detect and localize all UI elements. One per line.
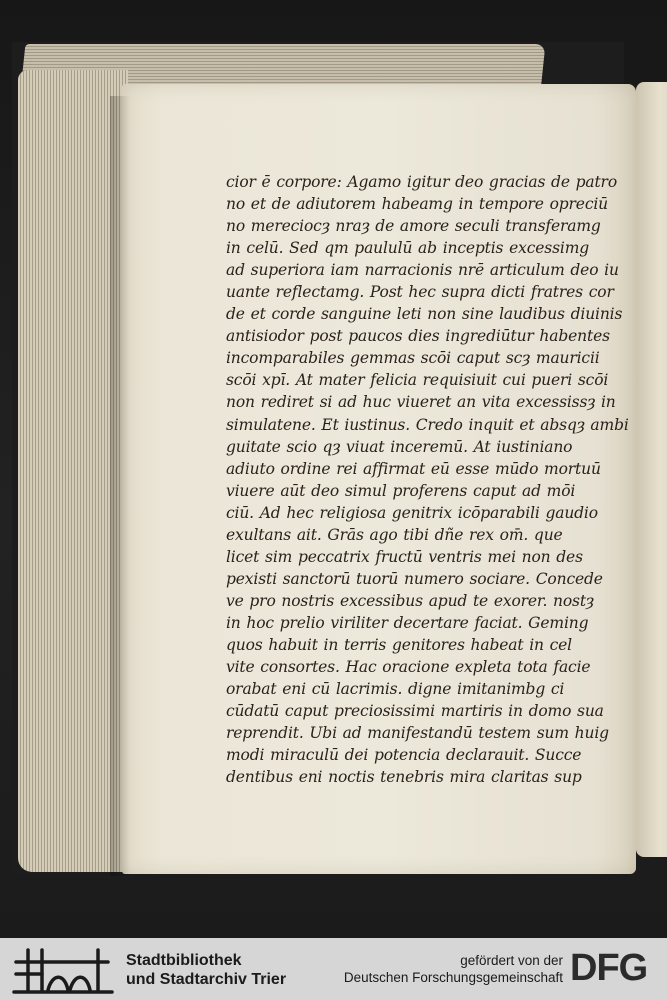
text-line: de et corde sanguine leti non sine laudibus diuinis [226,305,623,324]
text-line: ad superiora iam narracionis nrē articulum deo iu [226,261,619,280]
institution-line-1: Stadtbibliothek [126,952,242,969]
text-line: dentibus eni noctis tenebris mira claritas sup [226,768,582,787]
text-line: orabat eni cū lacrimis. digne imitanimbg ci [226,680,565,699]
library-logo-icon [12,946,116,994]
text-line: vite consortes. Hac oracione expleta tota facie [226,658,591,677]
funding-note [344,952,563,986]
footer-bar [0,938,667,1000]
text-line: exultans ait. Grās ago tibi dñe rex om̄. que [226,525,563,544]
text-line: quos habuit in terris genitores habeat in cel [226,635,572,654]
text-line: licet sim peccatrix fructū ventris mei non des [226,547,583,566]
manuscript-page [122,84,636,874]
text-line: in celū. Sed qm paululū ab inceptis excessimg [226,239,590,258]
text-line: scōi xpī. At mater felicia requisiuit cui pueri scōi [226,371,609,390]
text-line: guitate scio qȝ viuat inceremū. At iustiniano [226,437,573,456]
text-line: cior ē corpore: Agamo igitur deo gracias de patro [226,173,618,191]
text-line: no mereciocȝ nraȝ de amore seculi transferamg [226,217,601,236]
text-line: incomparabiles gemmas scōi caput scȝ mauricii [226,349,600,368]
text-line: antisiodor post paucos dies ingrediūtur habentes [226,327,610,346]
facing-page-edge [636,82,667,857]
text-line: uante reflectamg. Post hec supra dicti fratres cor [226,283,614,302]
text-line: non rediret si ad huc viueret an vita excessissȝ in [226,393,616,412]
text-line: ciū. Ad hec religiosa genitrix icōparabili gaudio [226,503,598,522]
gutter-shadow [110,96,130,876]
text-line: viuere aūt deo simul proferens caput ad mōi [226,481,576,500]
dfg-logo: DFG [570,947,648,989]
text-line: in hoc prelio viriliter decertare faciat. Geming [226,613,589,632]
text-line: ve pro nostris excessibus apud te exorer. nostȝ [226,591,594,610]
institution-line-2: und Stadtarchiv Trier [126,971,287,988]
text-line: simulatene. Et iustinus. Credo inquit et absqȝ ambi [226,415,629,434]
text-line: modi miraculū dei potencia declarauit. Succe [226,746,582,765]
text-line: no et de adiutorem habeamg in tempore opreciū [226,195,609,214]
text-line: reprendit. Ubi ad manifestandū testem sum huig [226,724,609,743]
text-line: adiuto ordine rei affirmat eū esse mūdo mortuū [226,459,601,478]
institution-name [126,951,286,989]
funding-line-1: gefördert von der [460,953,563,968]
manuscript-text-block [226,171,636,788]
funding-line-2: Deutschen Forschungsgemeinschaft [343,970,563,985]
text-line: cūdatū caput preciosissimi martiris in domo sua [226,702,604,721]
text-line: pexisti sanctorū tuorū numero sociare. Concede [226,569,603,588]
